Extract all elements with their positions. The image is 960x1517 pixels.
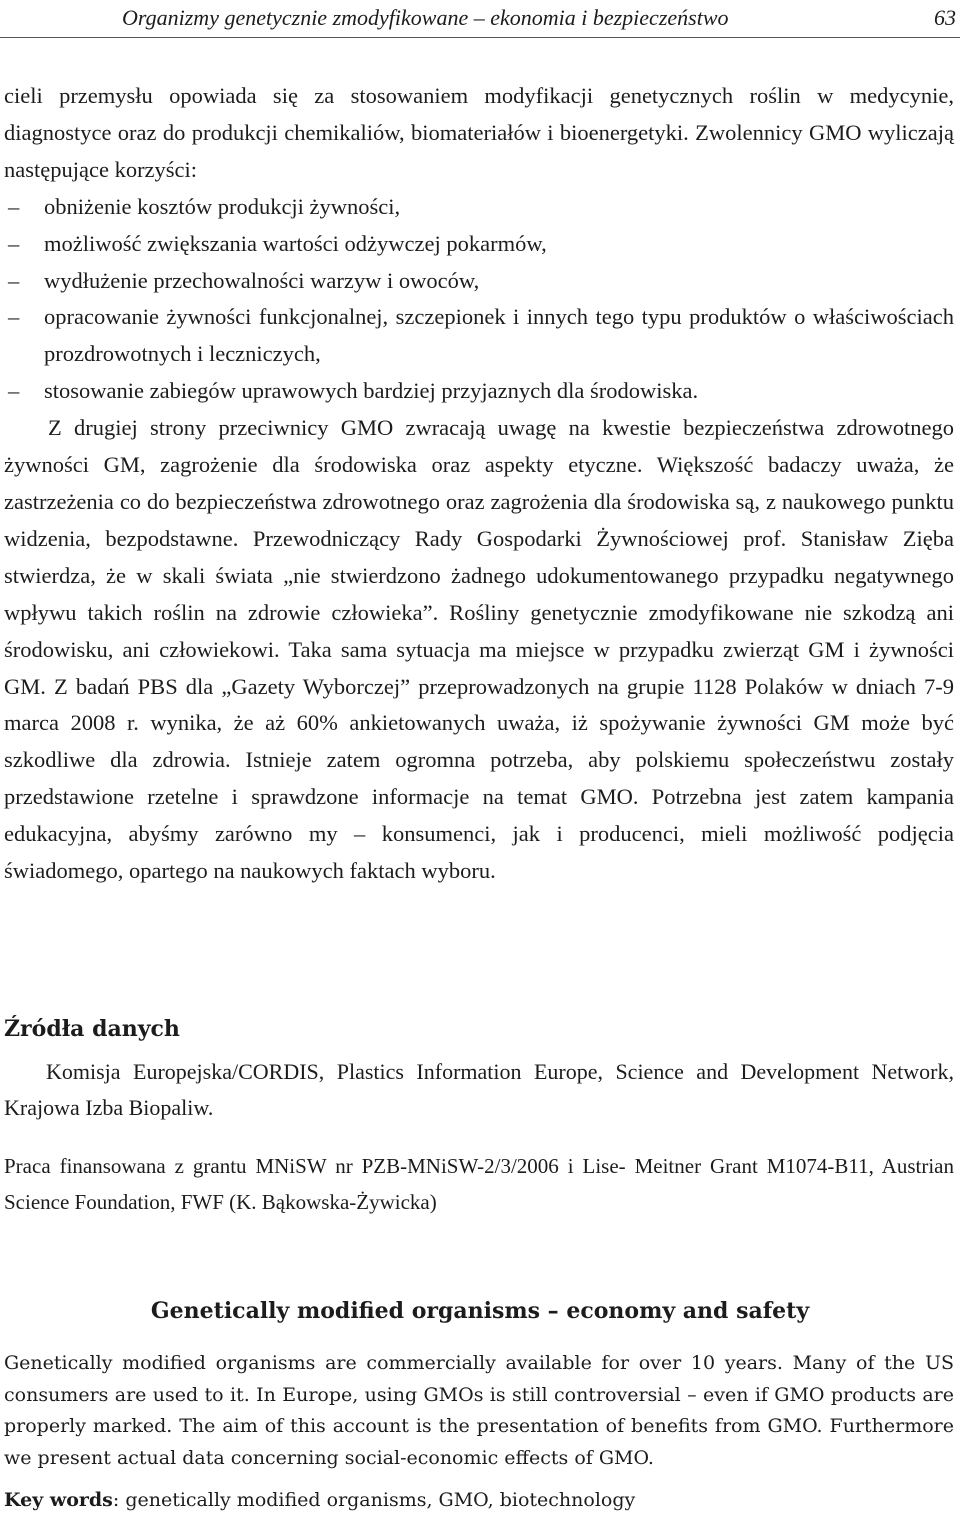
sources-paragraph: Komisja Europejska/CORDIS, Plastics Information Europe, Science and Development Network, Krajowa Izba Biopaliw. — [4, 1059, 954, 1120]
main-text — [4, 78, 954, 890]
keywords-label: Key words — [4, 1489, 113, 1511]
list-item: – opracowanie żywności funkcjonalnej, szczepionek i innych tego typu produktów o właściwościach prozdrowotnych i leczniczych, — [4, 299, 954, 373]
english-title: Genetically modified organisms – economy and safety — [150, 1298, 810, 1324]
running-title: Organizmy genetycznie zmodyfikowane – ekonomia i bezpieczeństwo — [122, 5, 729, 30]
english-abstract: Genetically modified organisms are commercially available for over 10 years. Many of the US consumers are used to it. In Europe, using GMOs is still controversial – even if GMO products are properly marked. The aim of this account is the presentation of benefits from GMO. Furthermore we present actual data concerning social-economic effects of GMO. — [4, 1352, 954, 1469]
list-item: – wydłużenie przechowalności warzyw i owoców, — [4, 263, 954, 300]
list-item: – możliwość zwiększania wartości odżywczej pokarmów, — [4, 226, 954, 263]
list-item: – obniżenie kosztów produkcji żywności, — [4, 189, 954, 226]
intro-paragraph: cieli przemysłu opowiada się za stosowaniem modyfikacji genetycznych roślin w medycynie, diagnostyce oraz do produkcji chemikaliów, biomateriałów i bioenergetyki. Zwolennicy GMO wyliczają następujące korzyści: — [4, 83, 954, 182]
page-number: 63 — [934, 5, 956, 30]
benefits-list — [4, 189, 954, 410]
keywords-list: : genetically modified organisms, GMO, biotechnology — [112, 1489, 636, 1511]
sources-text — [4, 1054, 954, 1126]
running-header — [0, 0, 960, 38]
body-paragraph: Z drugiej strony przeciwnicy GMO zwracają uwagę na kwestie bezpieczeństwa zdrowotnego żywności GM, zagrożenie dla środowiska oraz aspekty etyczne. Większość badaczy uważa, że zastrzeżenia co do bezpieczeństwa zdrowotnego oraz zagrożenia dla środowiska są, z naukowego punktu widzenia, bezpodstawne. Przewodniczący Rady Gospodarki Żywnościowej prof. Stanisław Zięba stwierdza, że w skali świata „nie stwierdzono żadnego udokumentowanego przypadku negatywnego wpływu takich roślin na zdrowie człowieka”. Rośliny genetycznie zmodyfikowane nie szkodzą ani środowisku, ani człowiekowi. Taka sama sytuacja ma miejsce w przypadku zwierząt GM i żywności GM. Z badań PBS dla „Gazety Wyborczej” przeprowadzonych na grupie 1128 Polaków w dniach 7-9 marca 2008 r. wynika, że aż 60% ankietowanych uważa, iż spożywanie żywności GM może być szkodliwe dla zdrowia. Istnieje zatem ogromna potrzeba, aby polskiemu społeczeństwu zostały przedstawione rzetelne i sprawdzone informacje na temat GMO. Potrzebna jest zatem kampania edukacyjna, abyśmy zarówno my – konsumenci, jak i producenci, mieli możliwość podjęcia świadomego, opartego na naukowych faktach wyboru. — [4, 415, 954, 884]
grant-note: Praca finansowana z grantu MNiSW nr PZB-MNiSW-2/3/2006 i Lise- Meitner Grant M1074-B11, Austrian Science Foundation, FWF (K. Bąkowska-Żywicka) — [4, 1154, 954, 1214]
list-item: – stosowanie zabiegów uprawowych bardziej przyjaznych dla środowiska. — [4, 373, 954, 410]
sources-heading: Źródła danych — [4, 1016, 180, 1042]
keywords — [4, 1486, 954, 1514]
